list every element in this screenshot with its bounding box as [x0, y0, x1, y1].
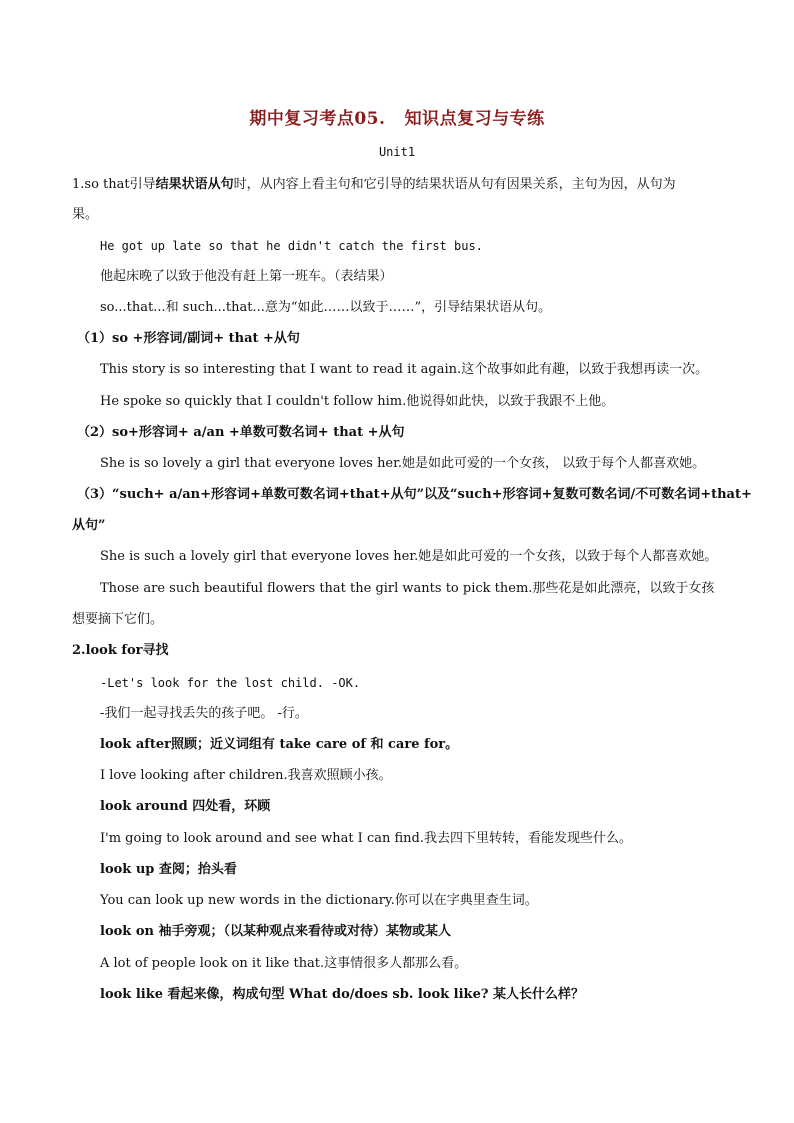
intro-keyword: 结果状语从句 [155, 177, 234, 192]
dialogue-translation: -我们一起寻找丢失的孩子吧。 -行。 [100, 706, 308, 721]
example-sentence: He spoke so quickly that I couldn't follow him.他说得如此快，以致于我跟不上他。 [100, 394, 615, 409]
example-sentence-cont: 想要摘下它们。 [72, 612, 164, 627]
example-sentence: You can look up new words in the dictionary.你可以在字典里查生词。 [100, 893, 538, 908]
note-text: so...that...和 such...that...意为“如此……以致于……”，引导结果状语从句。 [100, 300, 552, 315]
phrase-look-on: look on 袖手旁观；（以某种观点来看待或对待）某物或某人 [100, 924, 451, 939]
example-sentence: I love looking after children.我喜欢照顾小孩。 [100, 768, 392, 783]
subheading-2: （2）so+形容词+ a/an +单数可数名词+ that +从句 [77, 425, 405, 440]
page-title: 期中复习考点05. 知识点复习与专练 [249, 109, 545, 129]
example-sentence: I'm going to look around and see what I can find.我去四下里转转，看能发现些什么。 [100, 831, 632, 846]
example-translation: 他起床晚了以致于他没有赶上第一班车。（表结果） [100, 269, 393, 284]
subheading-3-cont: 从句” [72, 518, 106, 533]
example-sentence: She is such a lovely girl that everyone loves her.她是如此可爱的一个女孩，以致于每个人都喜欢她。 [100, 549, 718, 564]
example-sentence: She is so lovely a girl that everyone loves her.她是如此可爱的一个女孩， 以致于每个人都喜欢她。 [100, 456, 706, 471]
subheading-3: （3）“such+ a/an+形容词+单数可数名词+that+从句”以及“such+形容词+复数可数名词/不可数名词+that+ [77, 487, 752, 502]
example-sentence: This story is so interesting that I want to read it again.这个故事如此有趣，以致于我想再读一次。 [100, 362, 709, 377]
phrase-look-like: look like 看起来像，构成句型 What do/does sb. look like? 某人长什么样？ [100, 987, 584, 1002]
section-1-intro-cont: 果。 [72, 207, 99, 222]
example-sentence: Those are such beautiful flowers that the girl wants to pick them.那些花是如此漂亮，以致于女孩 [100, 581, 715, 596]
phrase-look-up: look up 查阅；抬头看 [100, 862, 237, 877]
unit-heading: Unit1 [378, 145, 416, 159]
intro-prefix: 1.so that引导 [72, 177, 156, 192]
example-sentence: He got up late so that he didn't catch the first bus. [100, 239, 483, 253]
section-1-intro [72, 176, 676, 194]
example-sentence: A lot of people look on it like that.这事情很多人都那么看。 [100, 956, 468, 971]
dialogue-english: -Let's look for the lost child. -OK. [100, 676, 361, 690]
section-2-heading: 2.look for寻找 [72, 643, 169, 658]
phrase-look-after: look after照顾；近义词组有 take care of 和 care for。 [100, 737, 459, 752]
intro-rest: 时，从内容上看主句和它引导的结果状语从句有因果关系，主句为因，从句为 [233, 177, 676, 192]
subheading-1: （1）so +形容词/副词+ that +从句 [77, 331, 300, 346]
phrase-look-around: look around 四处看，环顾 [100, 799, 271, 814]
